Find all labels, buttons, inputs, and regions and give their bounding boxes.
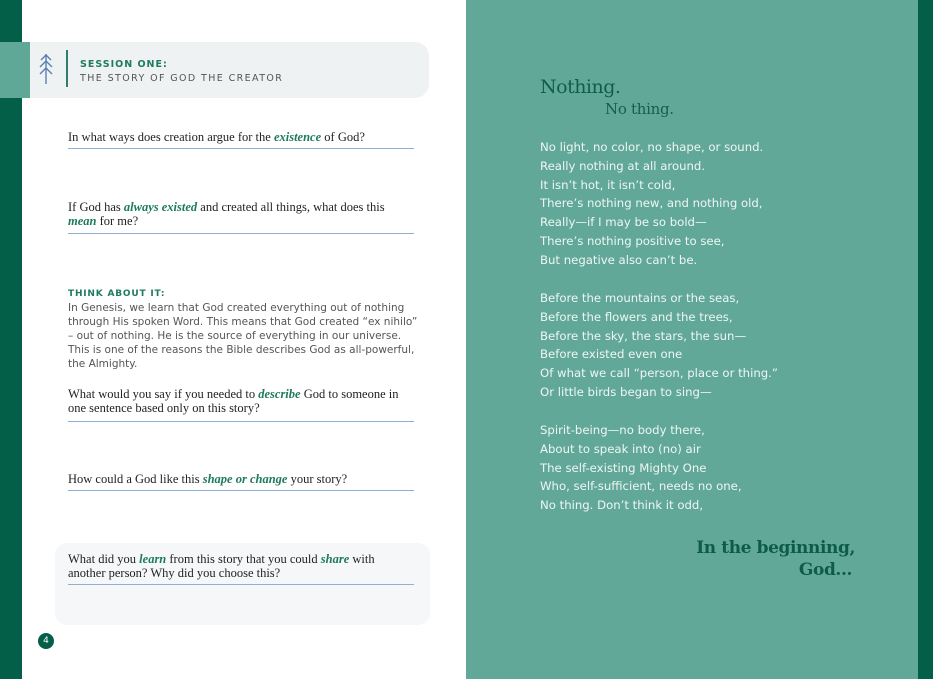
question-text: What would you say if you needed to [68,387,259,401]
poem-line: There’s nothing new, and nothing old, [540,196,763,211]
question-text: God to someone in one sentence based only on this story? [68,387,399,415]
question-text: In what ways does creation argue for the [68,130,274,144]
poem-line: The self-existing Mighty One [540,460,707,475]
emphasis-word: always existed [123,200,198,214]
poem-line: Before the sky, the stars, the sun— [540,328,747,343]
poem-subtitle: No thing. [605,100,674,118]
question-5 [68,552,413,580]
header-divider [66,50,68,87]
answer-line-1[interactable] [68,148,414,149]
emphasis-word: shape or change [202,472,288,486]
emphasis-word: existence [273,130,322,144]
question-4 [68,472,413,486]
answer-line-2[interactable] [68,233,414,234]
question-2 [68,200,413,228]
poem-line: It isn’t hot, it isn’t cold, [540,177,676,192]
question-text: and created all things, what does this [197,200,385,214]
poem-line: Really—if I may be so bold— [540,215,707,230]
stanza-1 [540,138,763,270]
question-3 [68,387,413,415]
poem-line: Before existed even one [540,347,683,362]
poem-line: Before the flowers and the trees, [540,309,733,324]
session-label: SESSION ONE: [80,59,168,70]
poem-title: Nothing. [540,76,621,98]
poem-line: No light, no color, no shape, or sound. [540,140,764,154]
emphasis-word: share [320,552,350,566]
poem-line: No thing. Don’t think it odd, [540,498,704,513]
question-text: for me? [96,214,139,228]
question-text: of God? [321,130,365,144]
left-edge-bar [0,0,22,679]
question-text: If God has [68,200,124,214]
emphasis-word: mean [68,214,97,228]
tree-icon [38,53,54,85]
question-1 [68,130,413,144]
question-text: What did you [68,552,140,566]
question-text: your story? [287,472,348,486]
emphasis-word: describe [258,387,301,401]
poem-line: About to speak into (no) air [540,441,701,456]
question-text: from this story that you could [166,552,321,566]
ending-line-2: God... [798,560,852,580]
session-title: THE STORY OF GOD THE CREATOR [80,73,284,84]
header-band [0,42,30,98]
poem-line: Spirit-being—no body there, [540,423,705,437]
session-header [30,42,429,98]
poem-line: Or little birds began to sing— [540,384,712,399]
think-body: In Genesis, we learn that God created everything out of nothing through His spoken Word. This means that God created “ex nihilo” – out of nothing. He is the source of everything in our universe. This is one of the reasons the Bible describes God as all-powerful, the Almighty. [68,302,418,370]
poem-line: There’s nothing positive to see, [540,233,725,248]
right-edge-bar [918,0,933,679]
poem-line: Before the mountains or the seas, [540,291,740,305]
ending-line-1: In the beginning, [696,538,855,558]
stanza-3 [540,421,742,515]
think-title: THINK ABOUT IT: [68,289,166,299]
page-number: 4 [38,633,54,649]
answer-line-5[interactable] [68,584,414,585]
question-text: with another person? Why did you choose this? [68,552,375,580]
emphasis-word: learn [139,552,167,566]
answer-line-3[interactable] [68,421,414,422]
question-text: How could a God like this [68,472,203,486]
poem-line: Of what we call “person, place or thing.” [540,366,778,381]
answer-line-4[interactable] [68,490,414,491]
poem-line: But negative also can’t be. [540,252,698,267]
stanza-2 [540,289,778,402]
poem-line: Who, self-sufficient, needs no one, [540,479,742,494]
poem-ending [696,537,855,581]
poem-line: Really nothing at all around. [540,158,706,173]
